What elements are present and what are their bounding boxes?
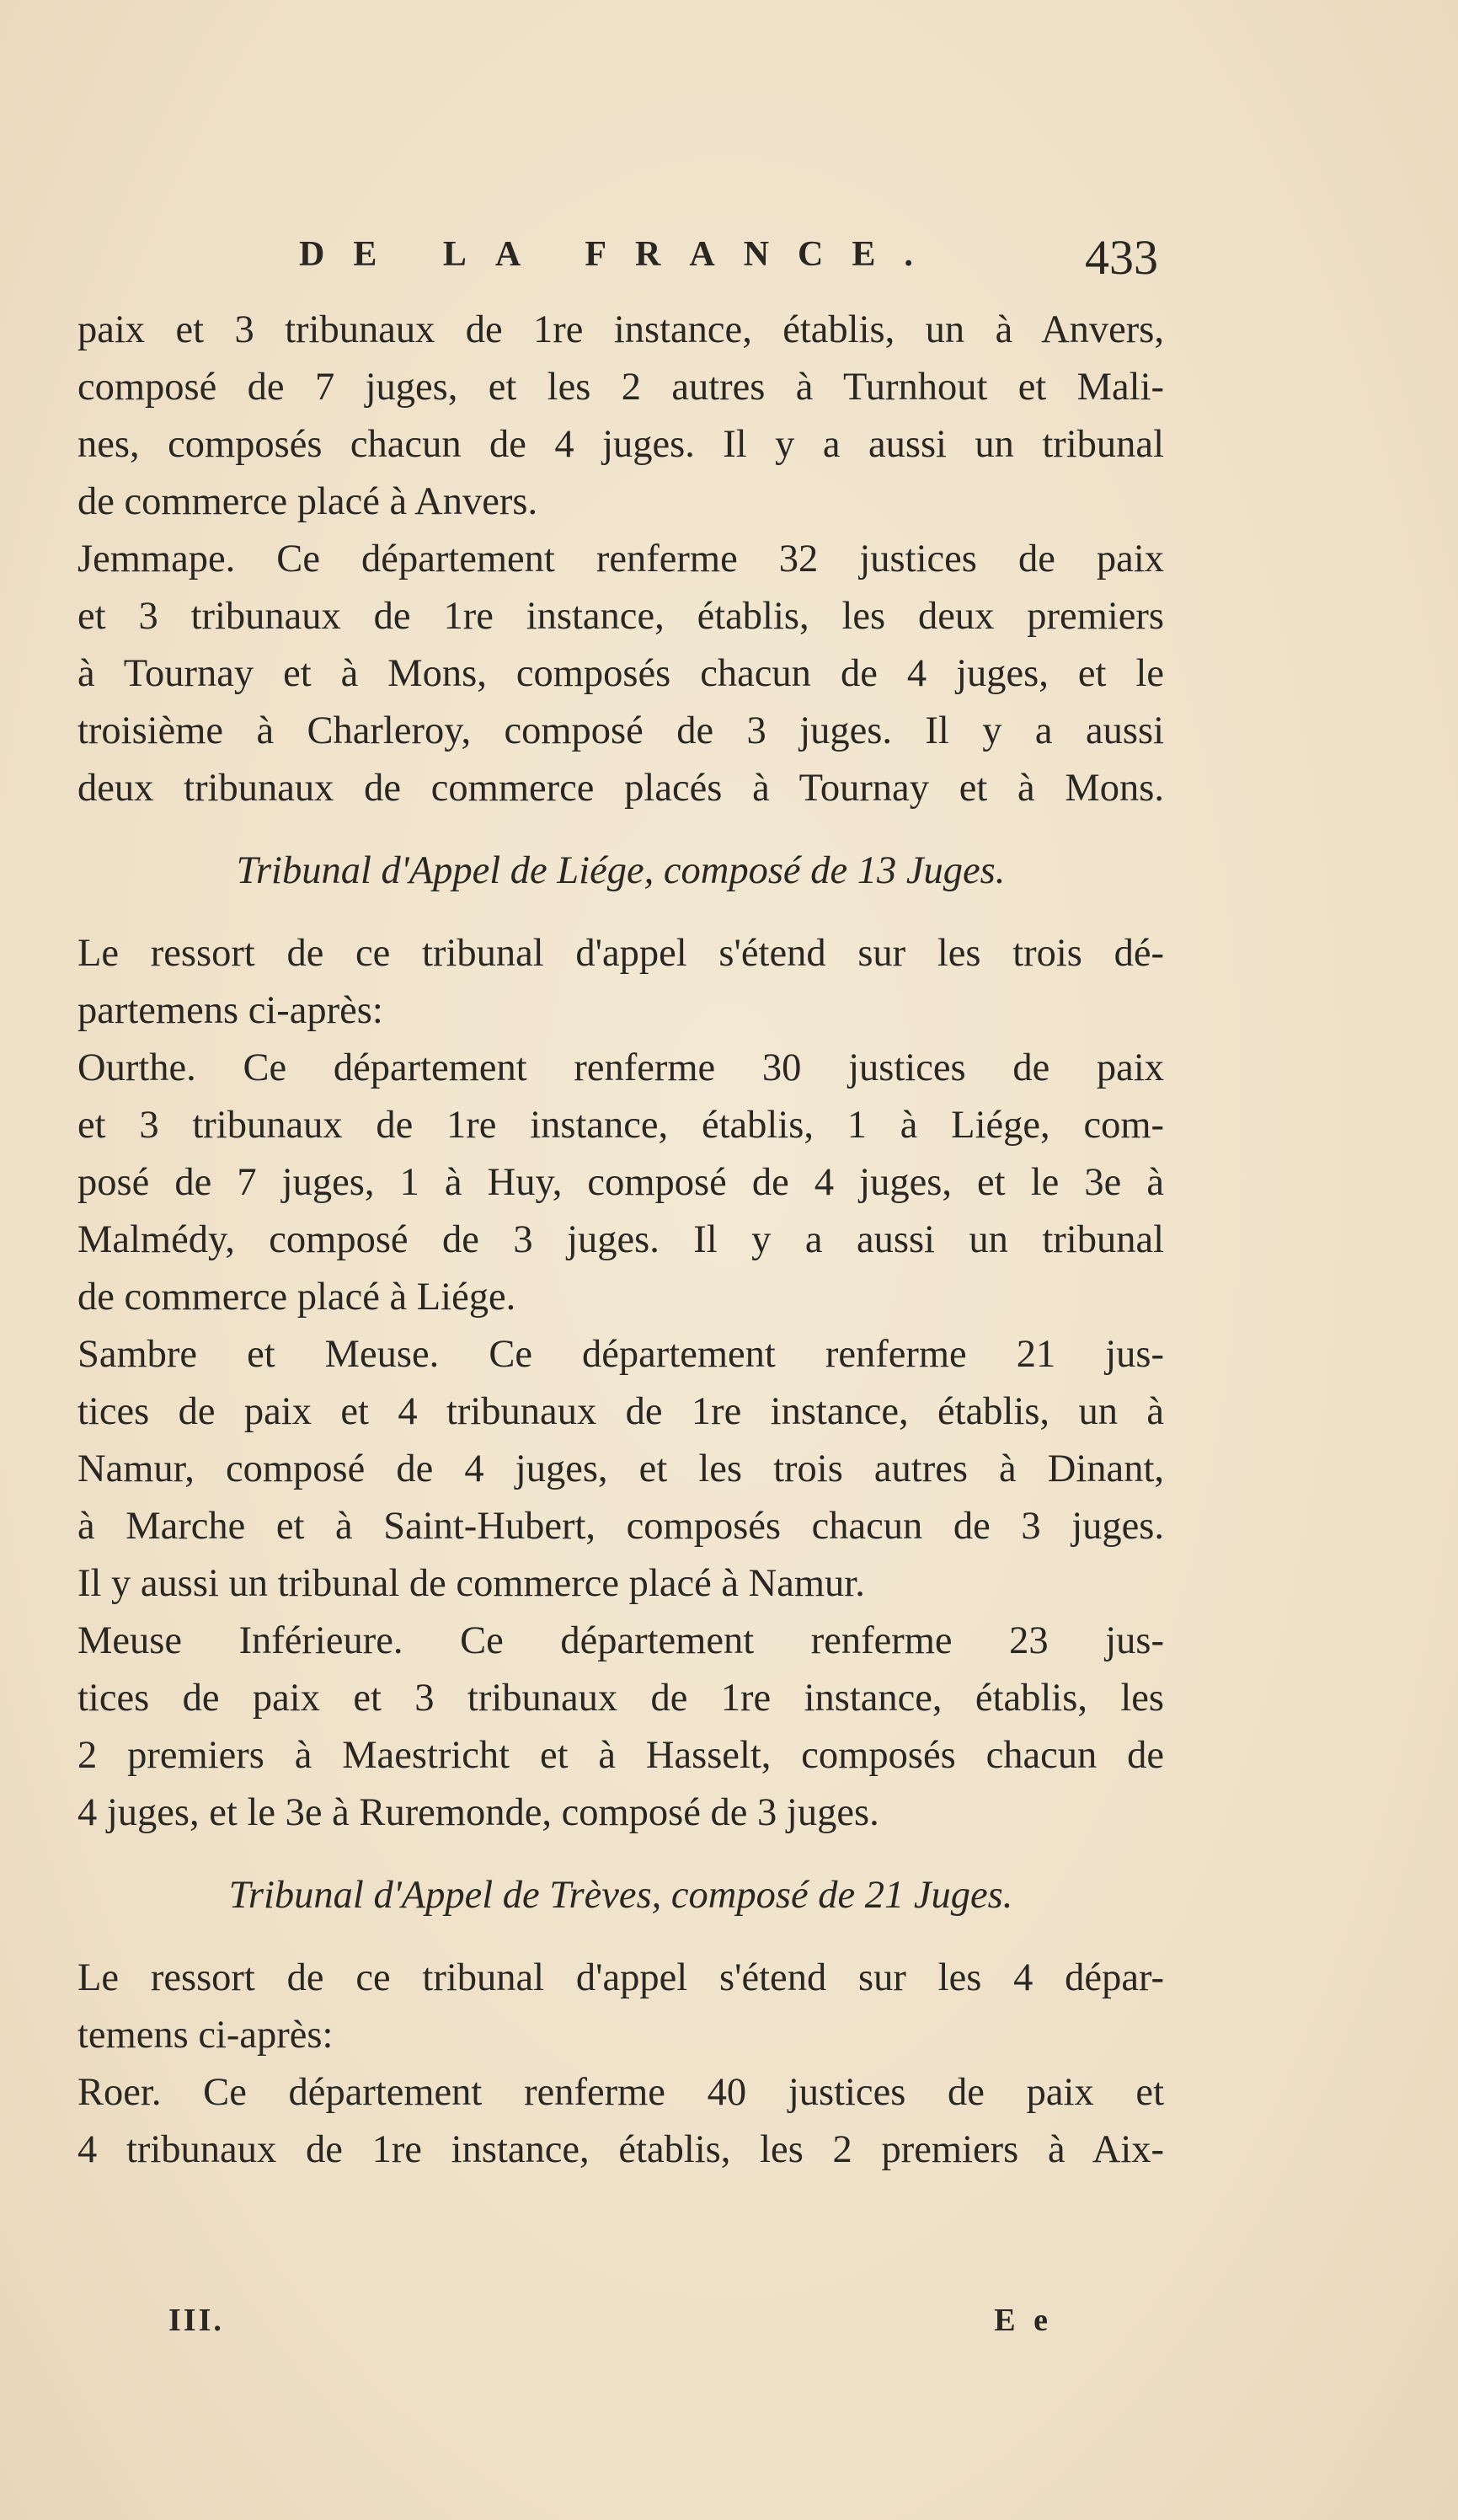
department-entry-meuse-inferieure: Meuse Inférieure. Ce département renferme 23 jus- — [77, 1619, 1164, 1662]
text-line: Malmédy, composé de 3 juges. Il y a aussi un tribunal — [77, 1218, 1164, 1261]
text-line: nes, composés chacun de 4 juges. Il y a aussi un tribunal — [77, 423, 1164, 466]
section-heading-liege: Tribunal d'Appel de Liége, composé de 13 Juges. — [236, 849, 1006, 892]
text-line: de commerce placé à Anvers. — [77, 480, 538, 523]
page-header — [299, 230, 1158, 285]
signature-mark-right: E e — [994, 2303, 1053, 2338]
text-line: et 3 tribunaux de 1re instance, établis, les deux premiers — [77, 595, 1164, 638]
page-number: 433 — [1085, 230, 1158, 285]
spacer — [77, 1842, 1164, 1867]
text-line: deux tribunaux de commerce placés à Tournay et à Mons. — [77, 767, 1164, 810]
page-footer — [168, 2302, 1053, 2344]
department-entry-roer: Roer. Ce département renferme 40 justices de paix et — [77, 2071, 1164, 2114]
page-body — [77, 302, 1164, 2179]
text-line: Le ressort de ce tribunal d'appel s'étend sur les 4 dépar- — [77, 1956, 1164, 1999]
text-line: 4 tribunaux de 1re instance, établis, les 2 premiers à Aix- — [77, 2128, 1164, 2171]
department-entry-sambre-et-meuse: Sambre et Meuse. Ce département renferme 21 jus- — [77, 1333, 1164, 1376]
department-entry-jemmape: Jemmape. Ce département renferme 32 justices de paix — [77, 538, 1164, 581]
text-line: troisième à Charleroy, composé de 3 juges. Il y a aussi — [77, 709, 1164, 752]
text-line: Le ressort de ce tribunal d'appel s'étend sur les trois dé- — [77, 932, 1164, 975]
department-entry-ourthe: Ourthe. Ce département renferme 30 justices de paix — [77, 1046, 1164, 1089]
signature-mark-left: III. — [168, 2303, 224, 2338]
text-line: 2 premiers à Maestricht et à Hasselt, composés chacun de — [77, 1734, 1164, 1777]
text-line: partemens ci-après: — [77, 989, 383, 1032]
text-line: et 3 tribunaux de 1re instance, établis, 1 à Liége, com- — [77, 1104, 1164, 1147]
text-line: de commerce placé à Liége. — [77, 1276, 516, 1319]
text-line: paix et 3 tribunaux de 1re instance, établis, un à Anvers, — [77, 308, 1164, 351]
text-line: à Tournay et à Mons, composés chacun de 4 juges, et le — [77, 652, 1164, 695]
section-heading-treves: Tribunal d'Appel de Trèves, composé de 21 Juges. — [228, 1874, 1013, 1917]
text-line: à Marche et à Saint-Hubert, composés chacun de 3 juges. — [77, 1505, 1164, 1548]
text-line: Il y aussi un tribunal de commerce placé à Namur. — [77, 1562, 865, 1605]
running-title: DE LA FRANCE. — [299, 235, 942, 274]
text-line: posé de 7 juges, 1 à Huy, composé de 4 juges, et le 3e à — [77, 1161, 1164, 1204]
text-line: composé de 7 juges, et les 2 autres à Turnhout et Mali- — [77, 366, 1164, 409]
spacer — [77, 817, 1164, 843]
text-line: tices de paix et 4 tribunaux de 1re instance, établis, un à — [77, 1390, 1164, 1433]
text-line: tices de paix et 3 tribunaux de 1re instance, établis, les — [77, 1677, 1164, 1720]
text-line: 4 juges, et le 3e à Ruremonde, composé de 3 juges. — [77, 1791, 879, 1834]
spacer — [77, 900, 1164, 925]
text-line: temens ci-après: — [77, 2014, 334, 2057]
text-line: Namur, composé de 4 juges, et les trois autres à Dinant, — [77, 1447, 1164, 1490]
spacer — [77, 1924, 1164, 1950]
